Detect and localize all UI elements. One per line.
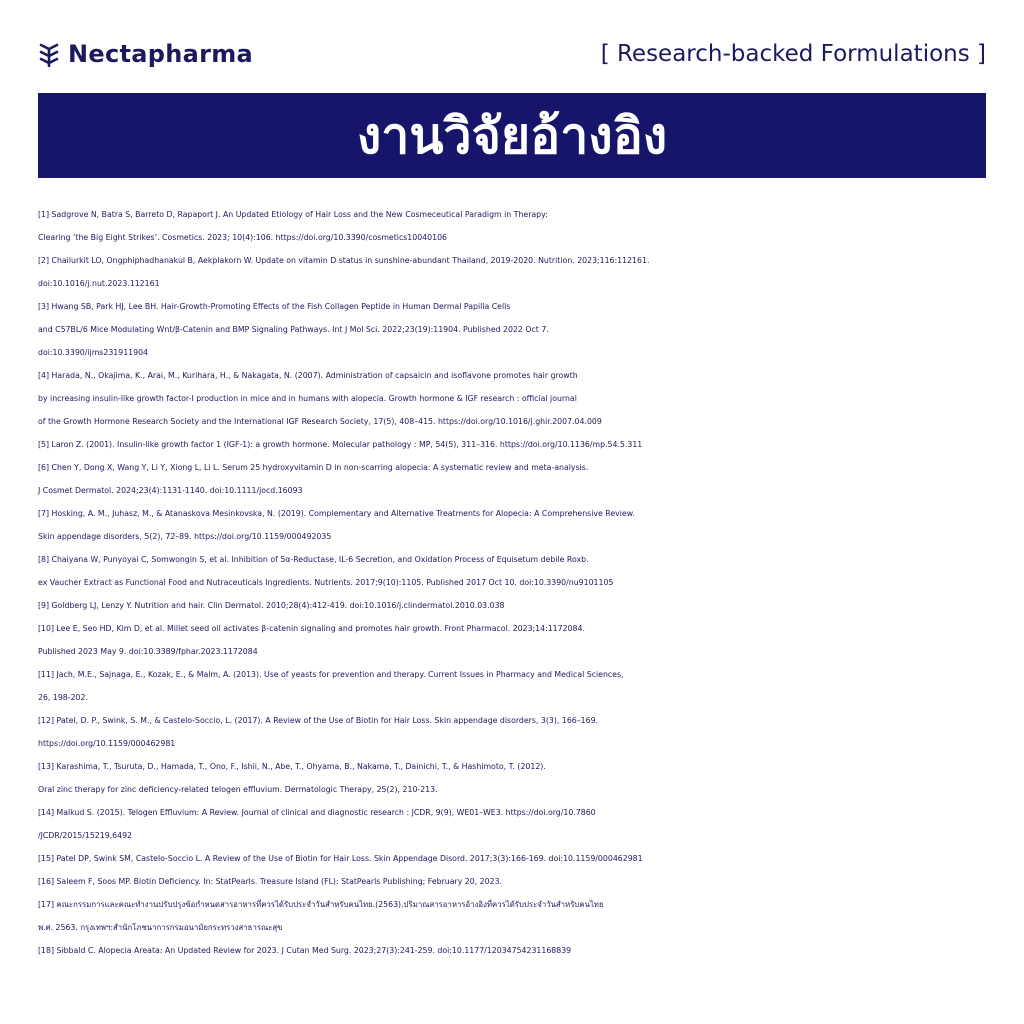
reference-line: [13] Karashima, T., Tsuruta, D., Hamada, T., Ono, F., Ishii, N., Abe, T., Ohyama, B., Nakama, T., Dainichi, T., & Hashimoto, T. (2012). <box>38 762 546 771</box>
reference-line: [10] Lee E, Seo HD, Kim D, et al. Millet seed oil activates β-catenin signaling and promotes hair growth. Front Pharmacol. 2023;14:1172084. <box>38 624 585 633</box>
reference-item <box>38 801 998 847</box>
reference-item <box>38 456 998 502</box>
reference-list <box>38 203 998 962</box>
reference-line: [5] Laron Z. (2001). Insulin-like growth factor 1 (IGF-1): a growth hormone. Molecular pathology : MP, 54(5), 311–316. https://doi.org/10.1136/mp.54.5.311 <box>38 440 643 449</box>
reference-line: [4] Harada, N., Okajima, K., Arai, M., Kurihara, H., & Nakagata, N. (2007). Administration of capsaicin and isoflavone promotes hair growth <box>38 371 578 380</box>
reference-item <box>38 502 998 548</box>
reference-line: doi:10.3390/ijms231911904 <box>38 348 149 357</box>
reference-line: [3] Hwang SB, Park HJ, Lee BH. Hair-Growth-Promoting Effects of the Fish Collagen Peptide in Human Dermal Papilla Cells <box>38 302 511 311</box>
reference-item <box>38 755 998 801</box>
reference-line: [6] Chen Y, Dong X, Wang Y, Li Y, Xiong L, Li L. Serum 25 hydroxyvitamin D in non-scarring alopecia: A systematic review and meta-analysis. <box>38 463 589 472</box>
reference-line: [2] Chailurkit LO, Ongphiphadhanakul B, Aekplakorn W. Update on vitamin D status in sunshine-abundant Thailand, 2019-2020. Nutrition. 2023;116:112161. <box>38 256 650 265</box>
reference-line: [18] Sibbald C. Alopecia Areata: An Updated Review for 2023. J Cutan Med Surg. 2023;27(3):241-259. doi:10.1177/12034754231168839 <box>38 946 572 955</box>
page-title: งานวิจัยอ้างอิง <box>356 106 668 165</box>
reference-line: [9] Goldberg LJ, Lenzy Y. Nutrition and hair. Clin Dermatol. 2010;28(4):412-419. doi:10.1016/j.clindermatol.2010.03.038 <box>38 601 505 610</box>
reference-item <box>38 364 998 433</box>
reference-line: ex Vaucher Extract as Functional Food and Nutraceuticals Ingredients. Nutrients. 2017;9(10):1105. Published 2017 Oct 10. doi:10.3390/nu9101105 <box>38 578 614 587</box>
reference-item <box>38 617 998 663</box>
reference-line: [8] Chaiyana W, Punyoyai C, Somwongin S, et al. Inhibition of 5α-Reductase, IL-6 Secretion, and Oxidation Process of Equisetum debile Roxb. <box>38 555 589 564</box>
reference-item <box>38 893 998 939</box>
reference-line: [1] Sadgrove N, Batra S, Barreto D, Rapaport J. An Updated Etiology of Hair Loss and the New Cosmeceutical Paradigm in Therapy: <box>38 210 548 219</box>
reference-item <box>38 433 998 456</box>
reference-item <box>38 295 998 364</box>
reference-line: [16] Saleem F, Soos MP. Biotin Deficiency. In: StatPearls. Treasure Island (FL): StatPearls Publishing; February 20, 2023. <box>38 877 503 886</box>
title-banner <box>38 93 986 178</box>
reference-item <box>38 203 998 249</box>
brand-name: Nectapharma <box>68 40 254 68</box>
reference-line: Skin appendage disorders, 5(2), 72–89. https://doi.org/10.1159/000492035 <box>38 532 332 541</box>
reference-item <box>38 594 998 617</box>
reference-line: Clearing ‘the Big Eight Strikes’. Cosmetics. 2023; 10(4):106. https://doi.org/10.3390/cosmetics10040106 <box>38 233 447 242</box>
reference-item <box>38 548 998 594</box>
reference-item <box>38 847 998 870</box>
reference-line: [15] Patel DP, Swink SM, Castelo-Soccio L. A Review of the Use of Biotin for Hair Loss. Skin Appendage Disord. 2017;3(3):166-169. doi:10.1159/000462981 <box>38 854 643 863</box>
reference-line: by increasing insulin-like growth factor-I production in mice and in humans with alopecia. Growth hormone & IGF research : official journal <box>38 394 577 403</box>
brand <box>38 40 253 68</box>
reference-item <box>38 709 998 755</box>
reference-item <box>38 939 998 962</box>
reference-line: J Cosmet Dermatol. 2024;23(4):1131-1140. doi:10.1111/jocd.16093 <box>38 486 303 495</box>
reference-line: https://doi.org/10.1159/000462981 <box>38 739 176 748</box>
reference-line: /JCDR/2015/15219.6492 <box>38 831 133 840</box>
reference-line: [12] Patel, D. P., Swink, S. M., & Castelo-Soccio, L. (2017). A Review of the Use of Biotin for Hair Loss. Skin appendage disorders, 3(3), 166–169. <box>38 716 599 725</box>
reference-line: [14] Malkud S. (2015). Telogen Effluvium: A Review. Journal of clinical and diagnostic research : JCDR, 9(9), WE01–WE3. https://doi.org/10.7860 <box>38 808 596 817</box>
reference-line: of the Growth Hormone Research Society and the International IGF Research Society, 17(5), 408–415. https://doi.org/10.1016/j.ghir.2007.04.009 <box>38 417 602 426</box>
header <box>38 38 986 78</box>
reference-line: พ.ศ. 2563. กรุงเทพฯ:สำนักโภชนาการกรมอนามัยกระทรวงสาธารณะสุข <box>38 923 283 932</box>
nectapharma-logo-icon <box>38 41 60 67</box>
reference-line: doi:10.1016/j.nut.2023.112161 <box>38 279 160 288</box>
reference-line: Oral zinc therapy for zinc deficiency-related telogen effluvium. Dermatologic Therapy, 25(2), 210-213. <box>38 785 438 794</box>
reference-line: 26, 198-202. <box>38 693 88 702</box>
reference-line: Published 2023 May 9. doi:10.3389/fphar.2023.1172084 <box>38 647 258 656</box>
reference-line: and C57BL/6 Mice Modulating Wnt/β-Catenin and BMP Signaling Pathways. Int J Mol Sci. 2022;23(19):11904. Published 2022 Oct 7. <box>38 325 549 334</box>
reference-item <box>38 870 998 893</box>
reference-line: [11] Jach, M.E., Sajnaga, E., Kozak, E., & Malm, A. (2013). Use of yeasts for prevention and therapy. Current Issues in Pharmacy and Medical Sciences, <box>38 670 624 679</box>
reference-line: [17] คณะกรรมการและคณะทำงานปรับปรุงข้อกำหนดสารอาหารที่ควรได้รับประจำวันสำหรับคนไทย.(2563).ปริมาณสารอาหารอ้างอิงที่ควรได้รับประจำวันสำหรับคนไทย <box>38 900 604 909</box>
reference-item <box>38 663 998 709</box>
reference-line: [7] Hosking, A. M., Juhasz, M., & Atanaskova Mesinkovska, N. (2019). Complementary and Alternative Treatments for Alopecia: A Comprehensive Review. <box>38 509 635 518</box>
reference-item <box>38 249 998 295</box>
brand-tagline: [ Research-backed Formulations ] <box>600 41 986 67</box>
